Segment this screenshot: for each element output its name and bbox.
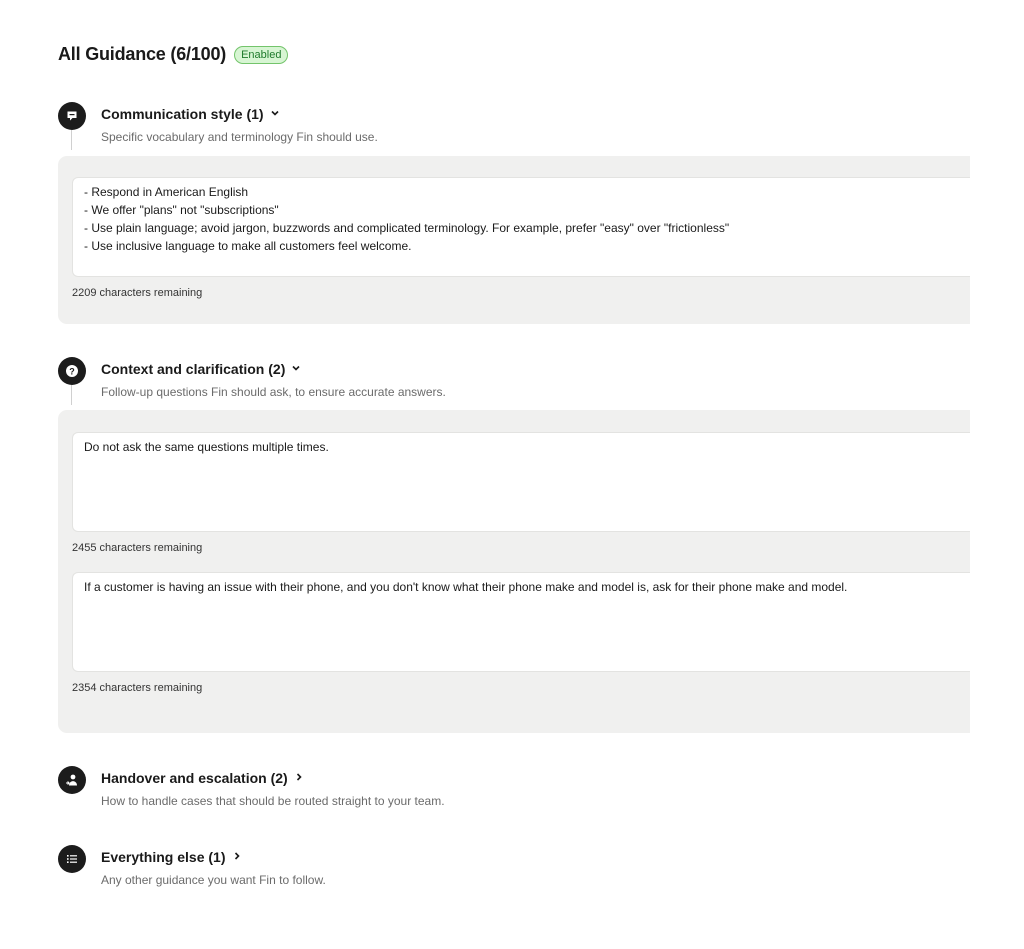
question-mark-icon — [58, 357, 86, 385]
guidance-textarea[interactable]: Do not ask the same questions multiple times. — [72, 432, 970, 532]
section-title: Communication style (1) — [101, 106, 264, 122]
section-toggle-communication-style[interactable] — [101, 106, 280, 122]
section-toggle-handover-escalation[interactable] — [101, 770, 304, 786]
title-row — [58, 44, 288, 65]
section-title: Context and clarification (2) — [101, 361, 286, 377]
chevron-right-icon — [294, 772, 304, 785]
section-description: Follow-up questions Fin should ask, to ensure accurate answers. — [101, 385, 446, 399]
characters-remaining: 2209 characters remaining — [72, 287, 203, 299]
guidance-panel-context-clarification — [58, 410, 970, 733]
chat-bubble-icon — [58, 102, 86, 130]
chevron-down-icon — [270, 108, 280, 121]
section-toggle-context-clarification[interactable] — [101, 361, 301, 377]
status-badge: Enabled — [234, 46, 288, 64]
section-connector — [71, 385, 72, 405]
page-title: All Guidance (6/100) — [58, 44, 227, 64]
svg-text:?: ? — [69, 366, 75, 377]
section-description: Any other guidance you want Fin to follow. — [101, 873, 326, 887]
list-icon — [58, 845, 86, 873]
section-connector — [71, 130, 72, 150]
guidance-panel-communication-style — [58, 156, 970, 324]
person-transfer-icon — [58, 766, 86, 794]
characters-remaining: 2354 characters remaining — [72, 682, 203, 694]
chevron-right-icon — [232, 851, 242, 864]
guidance-textarea[interactable]: - Respond in American English - We offer "plans" not "subscriptions" - Use plain language; avoid jargon, buzzwords and complicated terminology. For example, prefer "easy" over "frictionless" - Use inclusive language to make all customers feel welcome. — [72, 177, 970, 277]
section-description: How to handle cases that should be routed straight to your team. — [101, 794, 445, 808]
guidance-textarea[interactable]: If a customer is having an issue with their phone, and you don't know what their phone make and model is, ask for their phone make and model. — [72, 572, 970, 672]
characters-remaining: 2455 characters remaining — [72, 542, 203, 554]
section-title: Handover and escalation (2) — [101, 770, 288, 786]
section-description: Specific vocabulary and terminology Fin should use. — [101, 130, 378, 144]
chevron-down-icon — [291, 363, 301, 376]
section-toggle-everything-else[interactable] — [101, 849, 242, 865]
section-title: Everything else (1) — [101, 849, 226, 865]
